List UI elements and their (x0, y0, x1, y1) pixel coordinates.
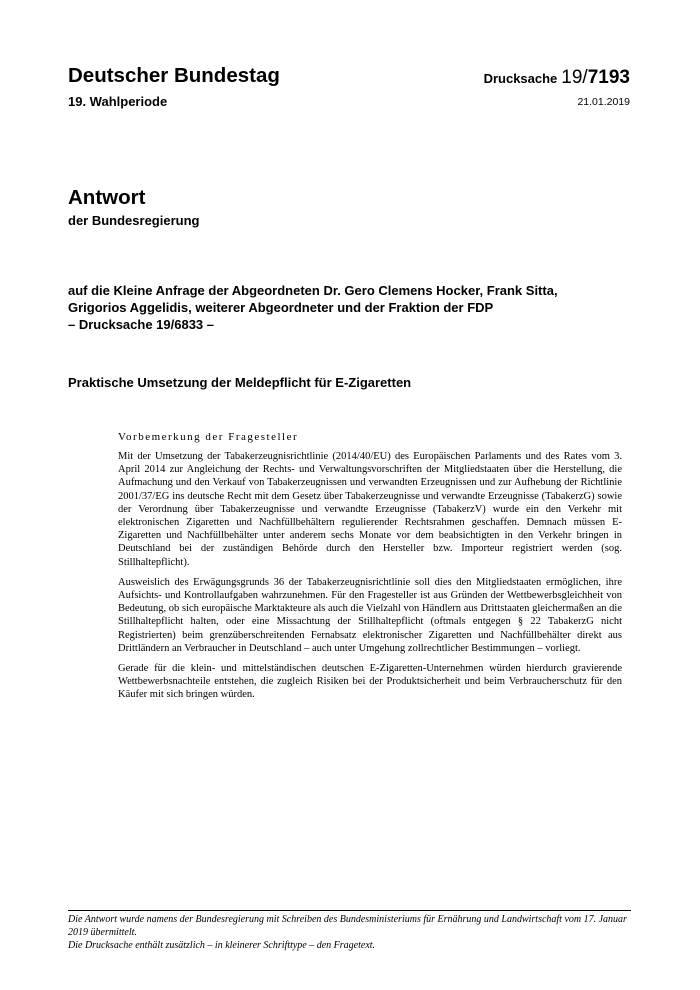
drucksache-id: 7193 (587, 67, 630, 88)
remarks-paragraph: Ausweislich des Erwägungsgrunds 36 der Tabakerzeugnisrichtlinie soll dies den Mitgliedstaaten ermöglichen, ihre Aufsichts- und Kontrollaufgaben wahrzunehmen. Für den Fragesteller ist aus Gründen der Wettbewerbsgleichheit von Bedeutung, ob sich europäische Marktakteure als auch die Vielzahl von Händlern aus Drittstaaten gleichermaßen an die Stillhaltepflicht halten, oder eine Missachtung der Stillhaltepflicht (oftmals entgegen § 22 TabakerzG nicht Registrierten) beim grenzüberschreitenden Fernabsatz elektronischer Zigaretten und Nachfüllbehälter direkt aus Drittländern an Verbraucher in Deutschland – auch unter Umgehung zollrechtlicher Bestimmungen – vorliegt. (118, 576, 622, 654)
remarks-paragraph: Gerade für die klein- und mittelständischen deutschen E-Zigaretten-Unternehmen würden hierdurch gravierende Wettbewerbsnachteile entstehen, die zugleich Risiken bei der Produktsicherheit und beim Verbraucherschutz für den Käufer mit sich bringen würden. (118, 663, 622, 701)
drucksache-label: Drucksache (483, 71, 558, 86)
question-line: – Drucksache 19/6833 – (68, 317, 214, 332)
document-issuer: Deutscher Bundestag (68, 64, 280, 87)
drucksache-prefix: 19/ (561, 67, 588, 88)
preliminary-remarks (118, 430, 622, 709)
answer-subtitle: der Bundesregierung (68, 213, 200, 228)
question-line: Grigorios Aggelidis, weiterer Abgeordneter und der Fraktion der FDP (68, 300, 494, 315)
footer-note: Die Drucksache enthält zusätzlich – in kleinerer Schrifttype – den Fragetext. (68, 940, 376, 951)
question-line: auf die Kleine Anfrage der Abgeordneten Dr. Gero Clemens Hocker, Frank Sitta, (68, 283, 558, 298)
topic-heading: Praktische Umsetzung der Meldepflicht für E-Zigaretten (68, 375, 412, 390)
footer-divider (68, 910, 631, 911)
question-reference (68, 282, 628, 333)
drucksache-number (484, 67, 630, 89)
answer-title: Antwort (68, 186, 146, 209)
remarks-heading: Vorbemerkung der Fragesteller (118, 431, 299, 443)
footer-note: Die Antwort wurde namens der Bundesregierung mit Schreiben des Bundesministeriums für Ernährung und Landwirtschaft vom 17. Januar 2019 übermittelt. (68, 914, 627, 938)
remarks-paragraph: Mit der Umsetzung der Tabakerzeugnisrichtlinie (2014/40/EU) des Europäischen Parlaments und des Rates vom 3. April 2014 zur Angleichung der Rechts- und Verwaltungsvorschriften der Mitgliedstaaten über die Herstellung, die Aufmachung und den Verkauf von Tabakerzeugnissen und verwandten Erzeugnissen und zur Aufhebung der Richtlinie 2001/37/EG ins deutsche Recht mit dem Gesetz über Tabakerzeugnisse und verwandte Erzeugnisse (TabakerzG) sowie der Verordnung über Tabakerzeugnisse und verwandte Erzeugnisse (TabakerzV) wurde ein den Verkehr mit elektronischen Zigaretten und Nachfüllbehältern regulierender Rechtsrahmen geschaffen. Demnach müssen E-Zigaretten und Nachfüllbehälter unter anderem sechs Monate vor dem beabsichtigten in den Verkehr bringen in Deutschland bei der zuständigen Behörde durch den Hersteller bzw. Importeur registriert werden (sog. Stillhaltepflicht). (118, 451, 622, 568)
footer-notes (68, 913, 638, 952)
electoral-period: 19. Wahlperiode (68, 94, 168, 109)
document-date: 21.01.2019 (577, 96, 630, 108)
